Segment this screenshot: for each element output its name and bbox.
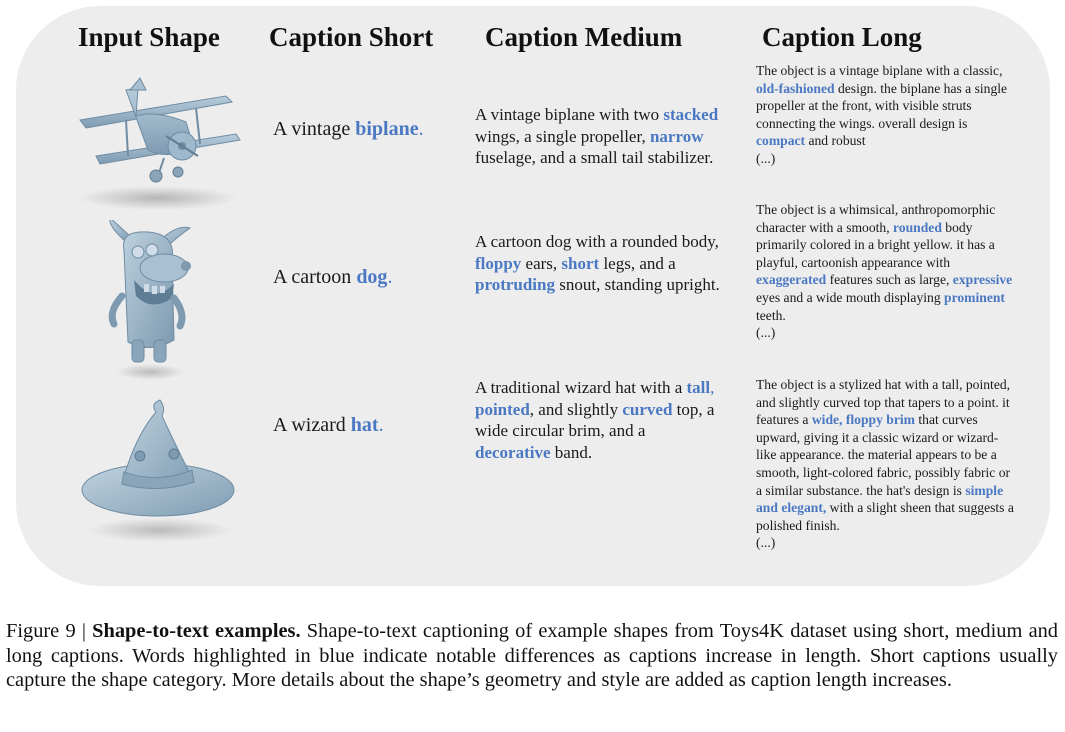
ellipsis-text: (...) bbox=[756, 150, 776, 166]
header-caption-short: Caption Short bbox=[269, 22, 434, 52]
medium-caption-hat: A traditional wizard hat with a tall, pointed, and slightly curved top, a wide circular brim, and a decorative band. bbox=[475, 378, 715, 462]
biplane-render bbox=[66, 76, 246, 216]
header-input-shape: Input Shape bbox=[78, 22, 220, 52]
medium-caption-dog: A cartoon dog with a rounded body, floppy ears, short legs, and a protruding snout, standing upright. bbox=[475, 232, 720, 294]
wizard-hat-render bbox=[70, 398, 245, 548]
figure-caption-body: Shape-to-text captioning of example shapes from Toys4K dataset using short, medium and long captions. Words highlighted in blue indicate notable differences as captions increase in length. Short captions usually capture the shape category. More details about the shape’s geometry and style are added as caption length increases. bbox=[6, 620, 1059, 692]
ellipsis-text: (...) bbox=[756, 535, 776, 551]
short-caption-dog: A cartoon dog. bbox=[273, 266, 393, 288]
short-caption-hat: A wizard hat. bbox=[273, 414, 384, 436]
long-caption-dog: The object is a whimsical, anthropomorphic character with a smooth, rounded body primarily colored in a bright yellow. it has a playful, cartoonish appearance with exaggerated features such as large, expressive eyes and a wide mouth displaying prominent teeth. (...) bbox=[756, 201, 1018, 342]
long-caption-biplane: The object is a vintage biplane with a classic, old-fashioned design. the biplane has a single propeller at the front, with visible struts connecting the wings. overall design is compact and robust (...) bbox=[756, 62, 1018, 168]
header-caption-long: Caption Long bbox=[762, 22, 922, 52]
cartoon-dog-render bbox=[90, 220, 210, 385]
short-caption-biplane: A vintage biplane. bbox=[273, 118, 424, 140]
header-caption-medium: Caption Medium bbox=[485, 22, 683, 52]
figure-title: Shape-to-text examples. bbox=[92, 620, 301, 642]
figure-caption bbox=[6, 619, 1058, 693]
medium-caption-biplane: A vintage biplane with two stacked wings, a single propeller, narrow fuselage, and a small tail stabilizer. bbox=[475, 105, 719, 167]
figure-label: Figure 9 | bbox=[6, 620, 93, 642]
long-caption-hat: The object is a stylized hat with a tall, pointed, and slightly curved top that tapers to a point. it features a wide, floppy brim that curves upward, giving it a classic wizard or wizard-like appearance. the material appears to be a smooth, light-colored fabric, possibly fabric or a similar substance. the hat's design is simple and elegant, with a slight sheen that suggests a polished finish. (...) bbox=[756, 376, 1018, 552]
ellipsis-text: (...) bbox=[756, 325, 776, 341]
